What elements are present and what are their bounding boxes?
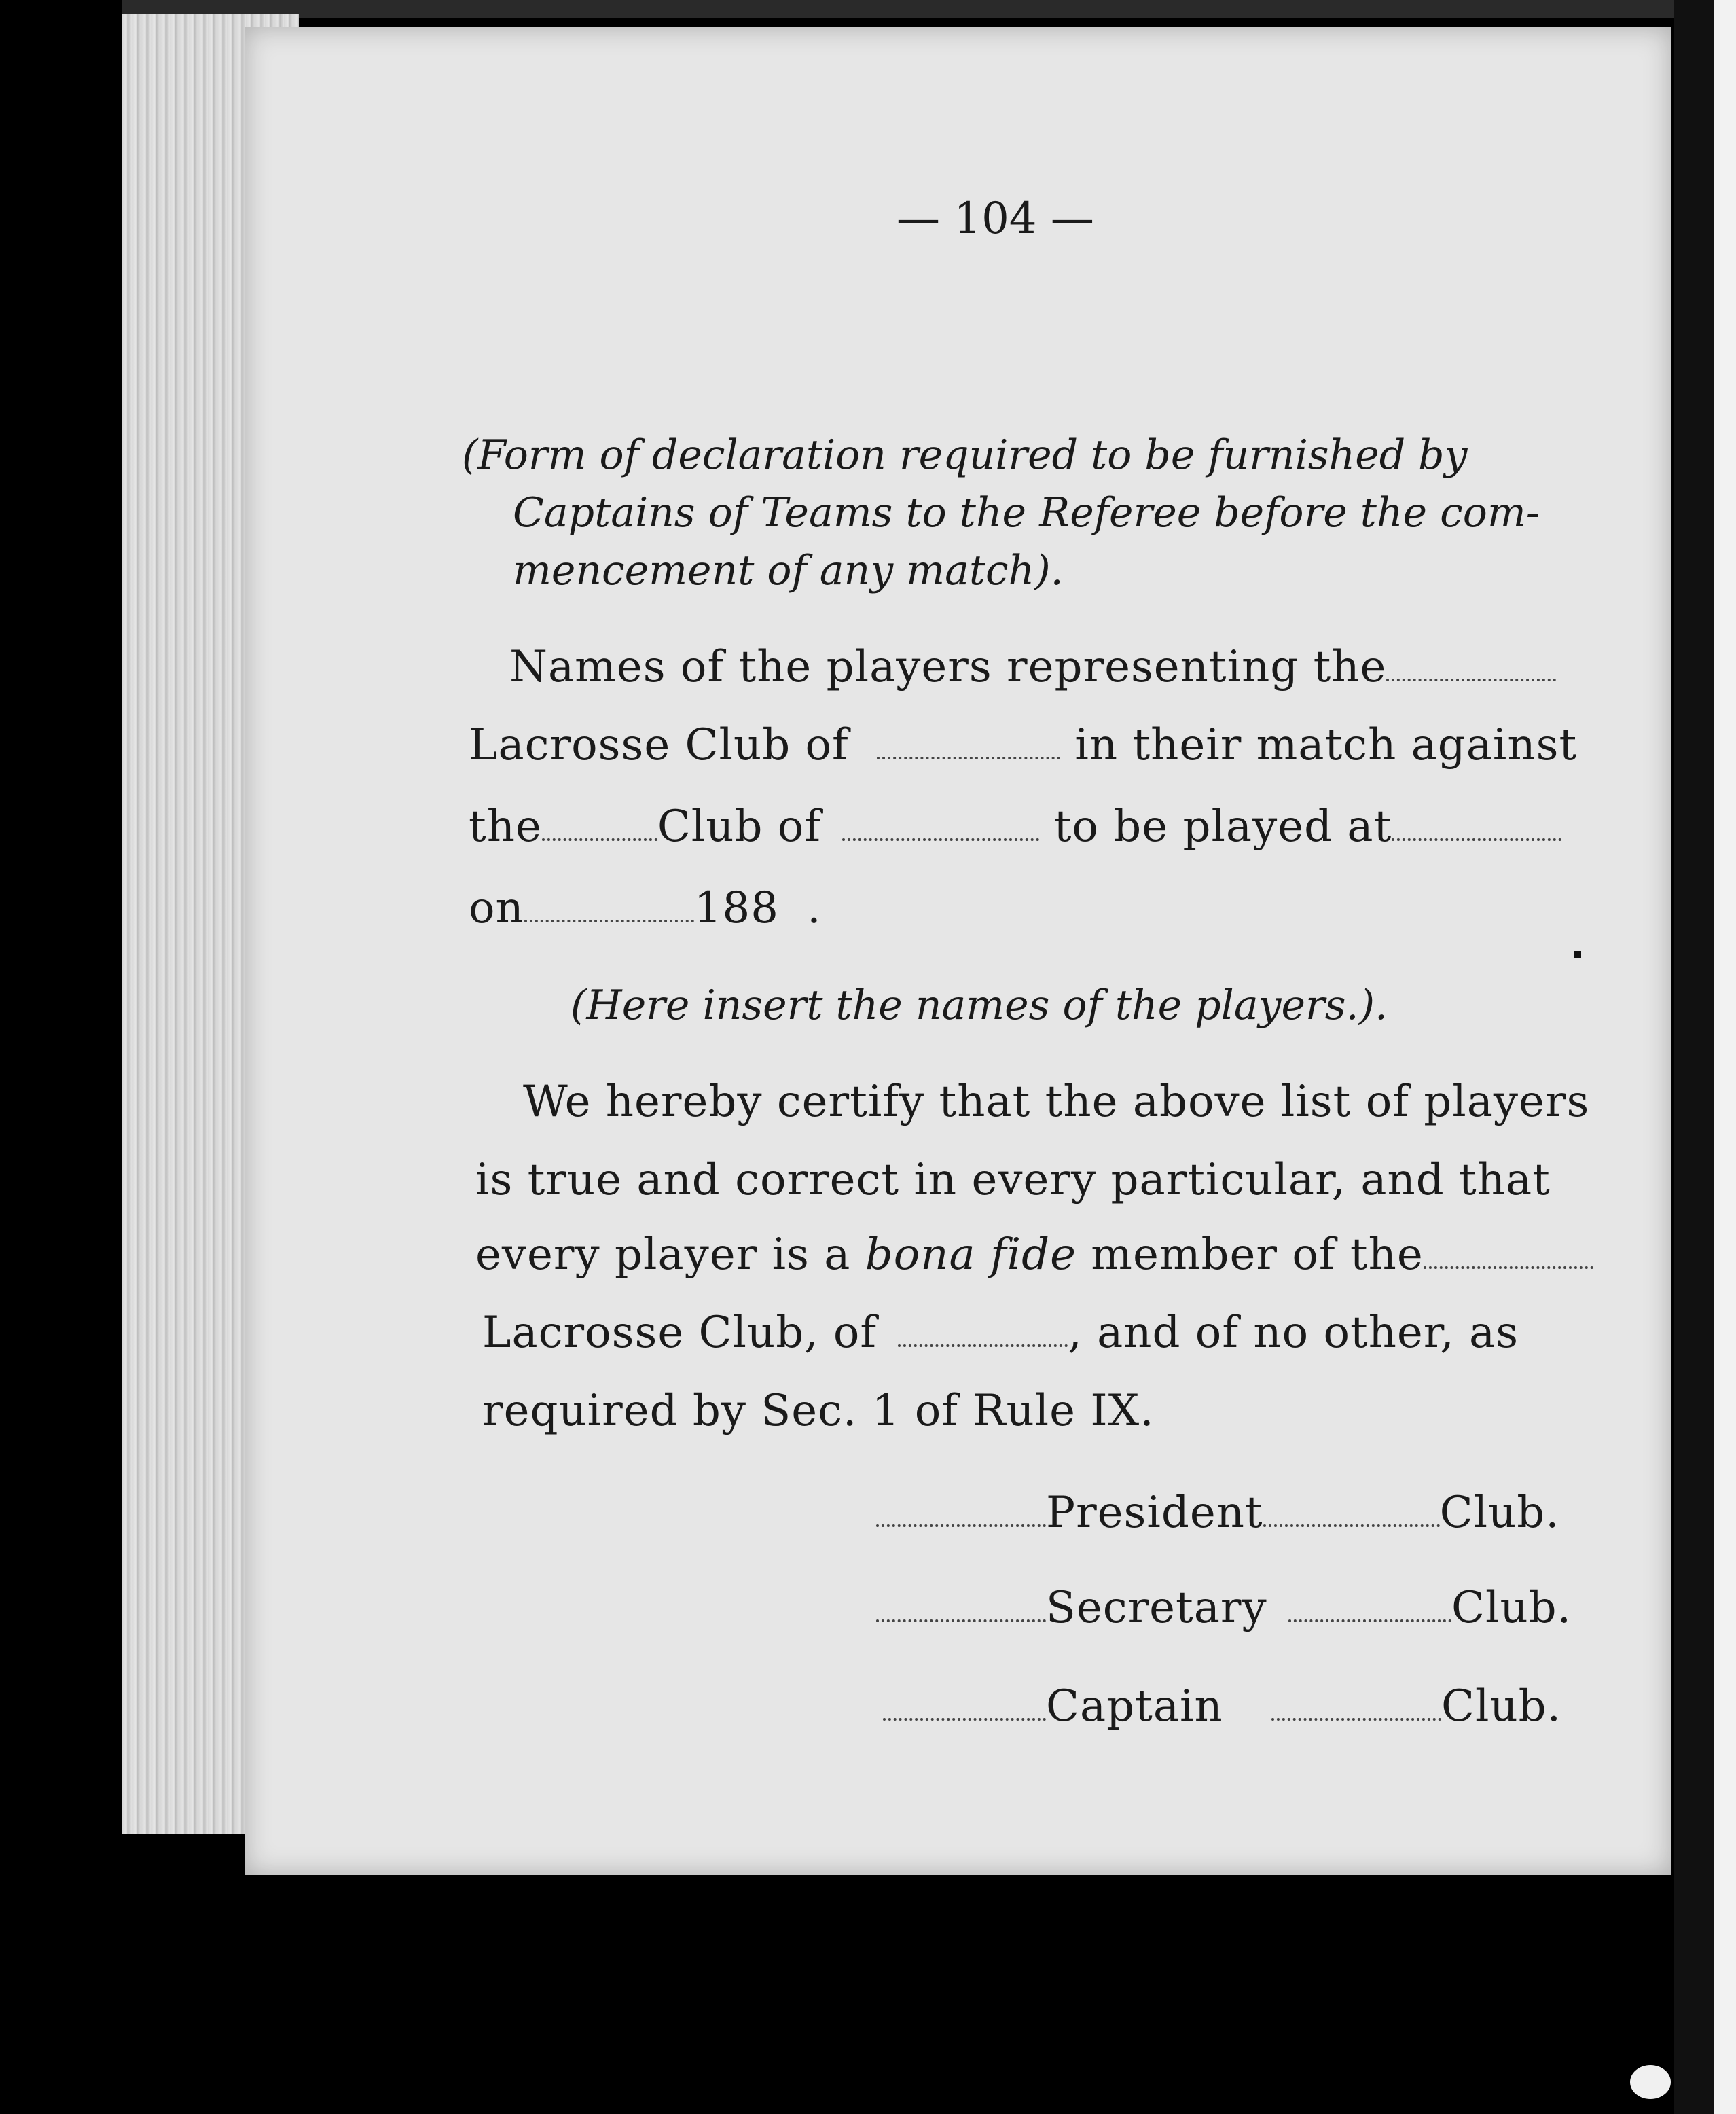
cert-line-5: required by Sec. 1 of Rule IX. bbox=[482, 1386, 1155, 1436]
cert-line-3-italic: bona fide bbox=[865, 1230, 1077, 1280]
form-line-4-c: . bbox=[807, 883, 822, 933]
form-line-1-text: Names of the players representing the bbox=[509, 642, 1387, 692]
cert-line-4 bbox=[482, 1308, 1519, 1358]
form-line-3-a: the bbox=[469, 802, 542, 852]
form-line-4-b: 188 bbox=[693, 883, 779, 933]
page-top-shadow bbox=[122, 0, 1684, 18]
page-number: — 104 — bbox=[897, 194, 1094, 244]
signature-president bbox=[876, 1488, 1560, 1538]
cert-line-3-b: member of the bbox=[1091, 1230, 1424, 1280]
cert-line-3-a: every player is a bbox=[475, 1230, 851, 1280]
form-line-2-b: in their match against bbox=[1074, 720, 1578, 770]
form-line-4 bbox=[469, 883, 822, 933]
blank-president-club bbox=[1263, 1524, 1440, 1527]
form-line-3-b: Club of bbox=[657, 802, 821, 852]
cert-line-2: is true and correct in every particular, and that bbox=[475, 1155, 1551, 1205]
scan-artifact-spot bbox=[1630, 2065, 1671, 2099]
form-line-4-a: on bbox=[469, 883, 524, 933]
blank-captain-club bbox=[1271, 1718, 1441, 1721]
form-line-2-a: Lacrosse Club of bbox=[469, 720, 849, 770]
signature-secretary-suffix: Club. bbox=[1451, 1583, 1572, 1633]
blank-club-location bbox=[877, 757, 1060, 759]
margin-mark bbox=[1574, 951, 1581, 958]
signature-president-role: President bbox=[1046, 1488, 1263, 1538]
next-page-edge bbox=[1714, 0, 1736, 2114]
signature-captain bbox=[883, 1681, 1561, 1732]
signature-captain-suffix: Club. bbox=[1441, 1681, 1561, 1732]
form-line-1 bbox=[509, 642, 1556, 692]
blank-date bbox=[524, 920, 694, 922]
form-line-3-c: to be played at bbox=[1053, 802, 1392, 852]
signature-president-suffix: Club. bbox=[1439, 1488, 1560, 1538]
cert-line-4-a: Lacrosse Club, of bbox=[482, 1308, 878, 1358]
blank-venue bbox=[1392, 838, 1561, 841]
blank-opponent-location bbox=[842, 838, 1039, 841]
blank-club-name bbox=[1386, 679, 1556, 681]
form-line-2 bbox=[469, 720, 1578, 770]
insert-note: (Here insert the names of the players.). bbox=[571, 982, 1388, 1029]
blank-captain-name bbox=[883, 1718, 1046, 1721]
heading-line-3: mencement of any match). bbox=[513, 547, 1064, 594]
blank-secretary-club bbox=[1288, 1619, 1451, 1622]
cert-line-1: We hereby certify that the above list of players bbox=[523, 1077, 1590, 1127]
signature-secretary-role: Secretary bbox=[1046, 1583, 1267, 1633]
heading-line-2: Captains of Teams to the Referee before the com- bbox=[513, 489, 1540, 537]
signature-secretary bbox=[876, 1583, 1572, 1633]
cert-line-4-b: , and of no other, as bbox=[1068, 1308, 1519, 1358]
heading-line-1: (Form of declaration required to be furnished by bbox=[462, 431, 1468, 479]
blank-member-location bbox=[898, 1344, 1068, 1347]
blank-opponent bbox=[542, 838, 657, 841]
blank-secretary-name bbox=[876, 1619, 1046, 1622]
blank-member-club bbox=[1424, 1266, 1593, 1269]
blank-president-name bbox=[876, 1524, 1046, 1527]
signature-captain-role: Captain bbox=[1046, 1681, 1223, 1732]
form-line-3 bbox=[469, 802, 1561, 852]
book-gutter bbox=[1674, 0, 1714, 2114]
cert-line-3 bbox=[475, 1230, 1593, 1280]
